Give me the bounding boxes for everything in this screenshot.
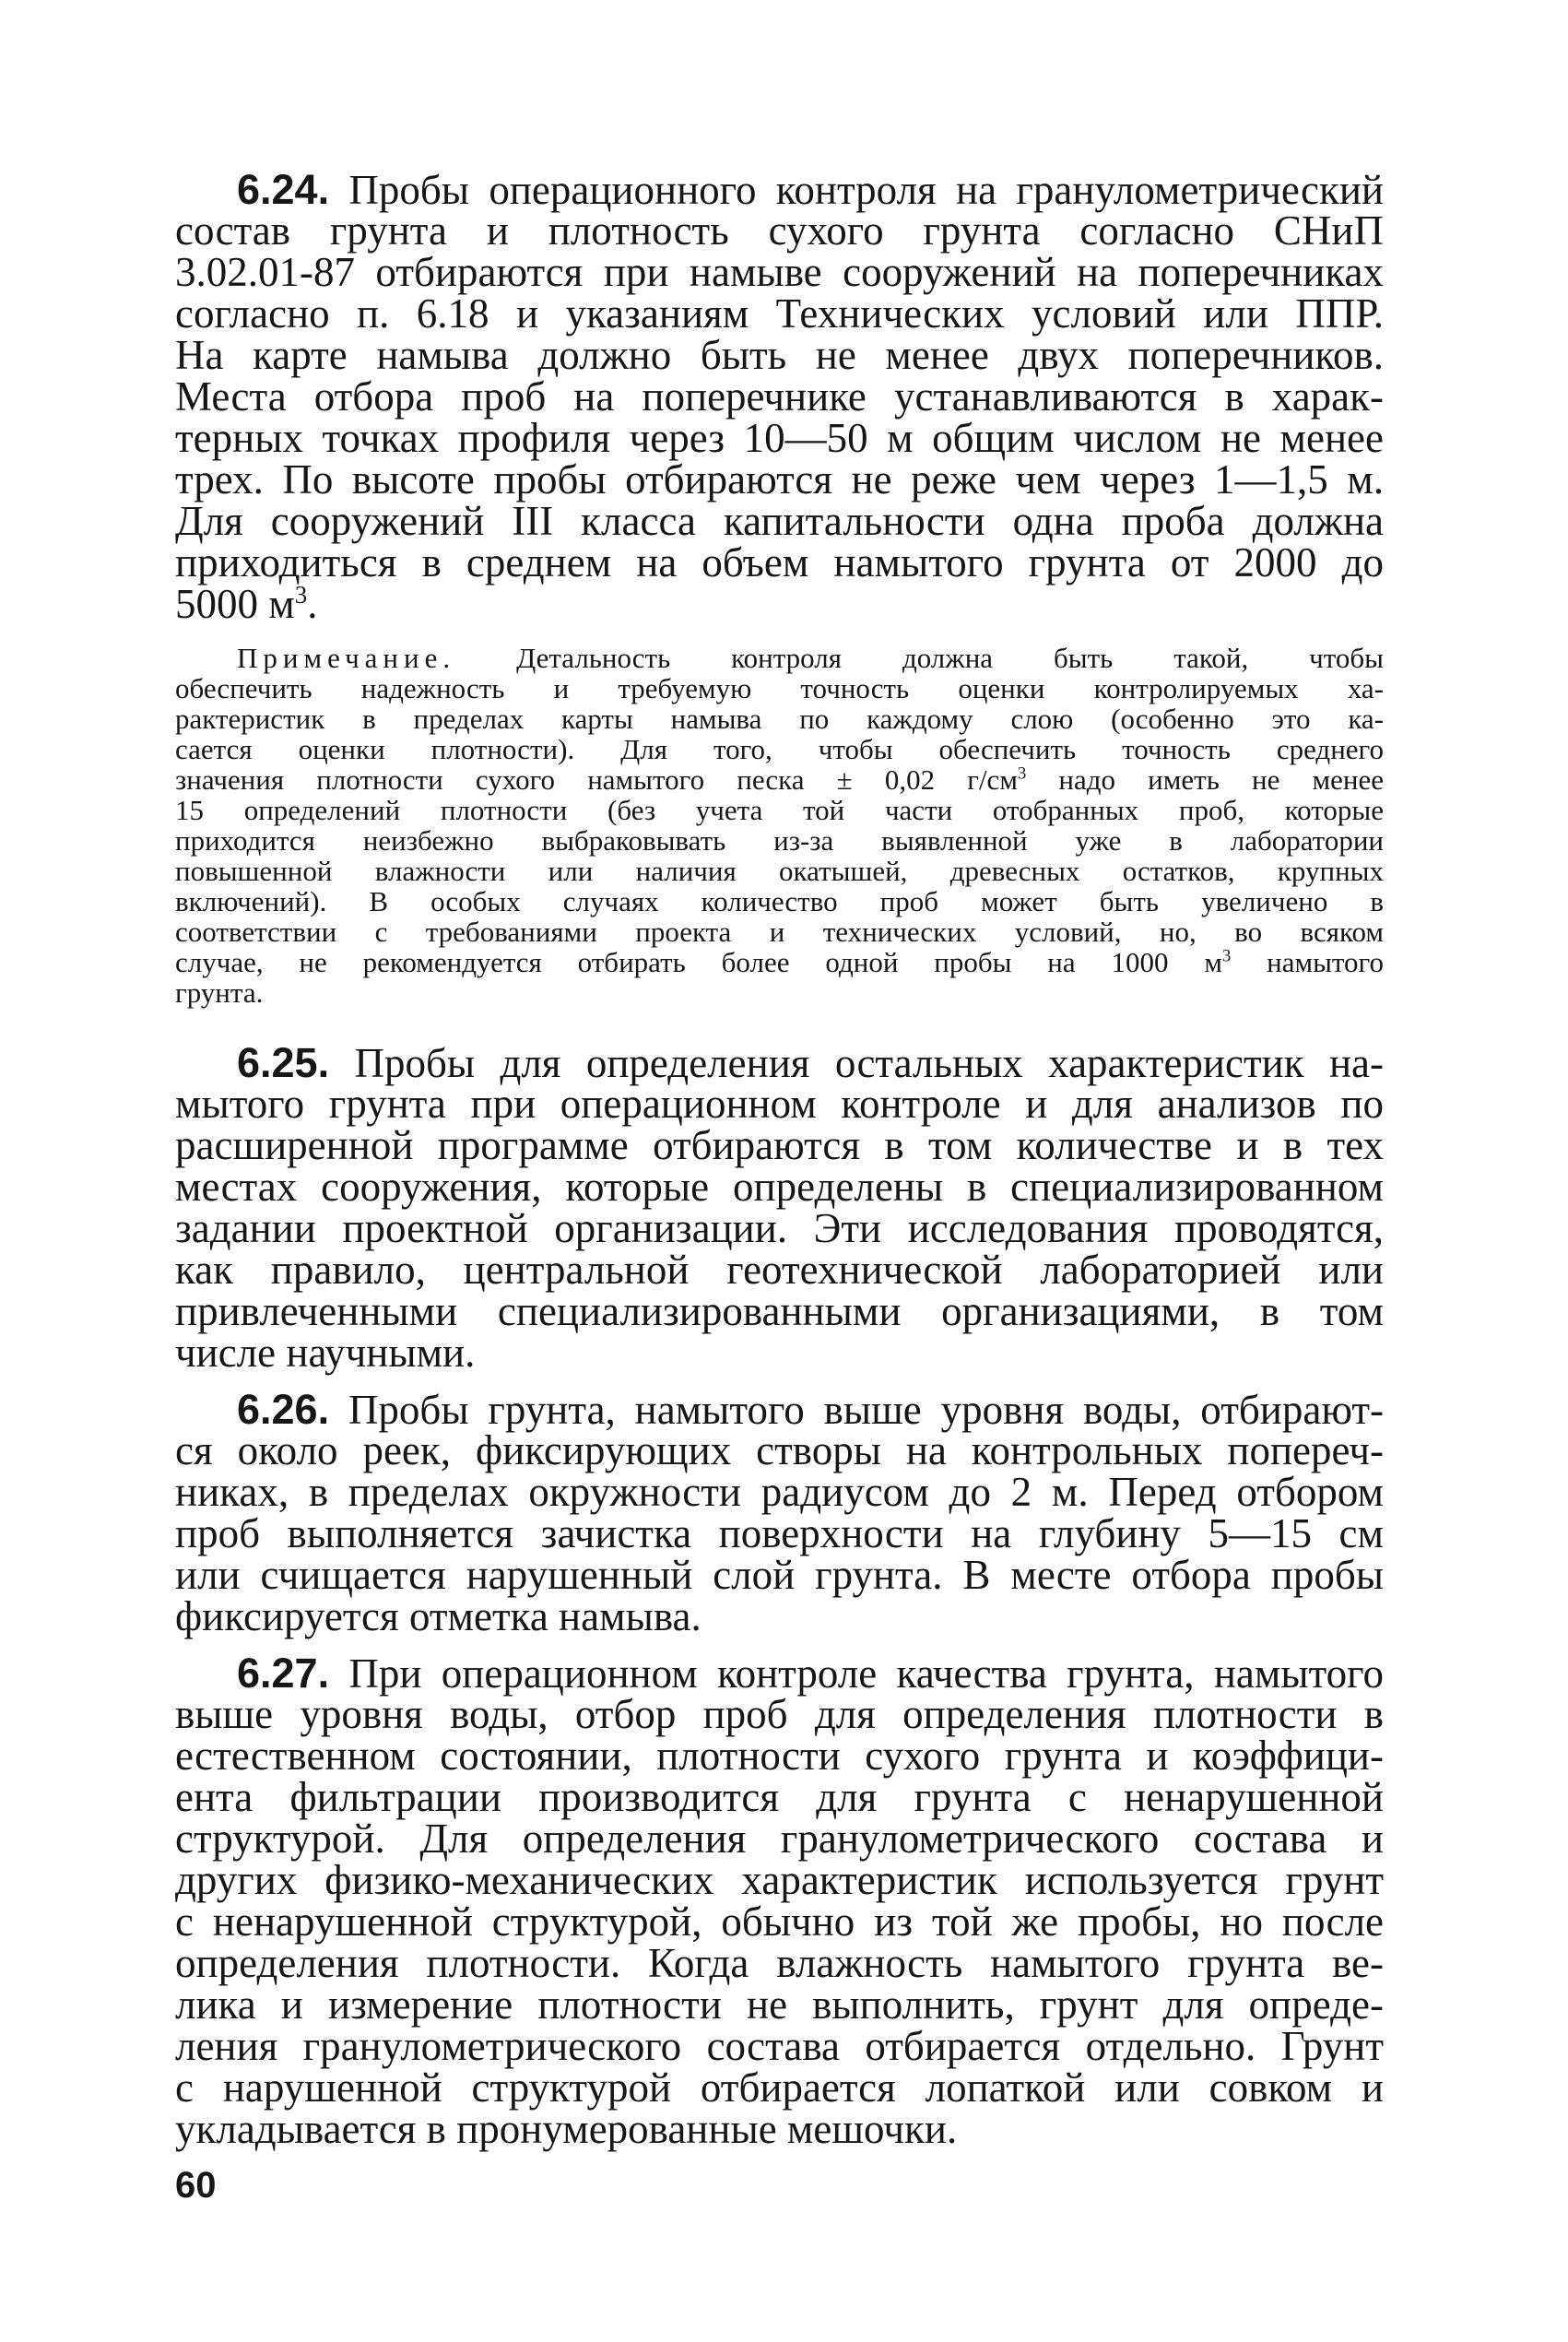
paragraph-line: лика и измерение плотности не выполнить, грунт для опреде- <box>175 1981 1384 2028</box>
paragraph-line: 5000 $м^3$. <box>175 581 318 627</box>
note-line: грунта. <box>175 976 264 1009</box>
paragraph-line: 3.02.01-87 отбираются при намыве сооружений на поперечниках <box>175 249 1384 295</box>
paragraph-line: или счищается нарушенный слой грунта. В месте отбора пробы <box>175 1552 1384 1598</box>
paragraph-line: 6.26. Пробы грунта, намытого выше уровня воды, отбирают- <box>237 1386 1385 1433</box>
paragraph-line: 6.27. При операционном контроле качества грунта, намытого <box>237 1650 1385 1697</box>
paragraph-line: других физико-механических характеристик используется грунт <box>175 1857 1384 1903</box>
note-line: 15 определений плотности (без учета той части отобранных проб, которые <box>175 794 1384 826</box>
note-line: Примечание. Детальность контроля должна быть такой, чтобы <box>237 642 1384 674</box>
paragraph-line: терных точках профиля через 10—50 м общим числом не менее <box>175 415 1384 461</box>
paragraph-line: проб выполняется зачистка поверхности на глубину 5—15 см <box>175 1510 1384 1556</box>
paragraph-line: укладывается в пронумерованные мешочки. <box>175 2106 958 2152</box>
note-line: значения плотности сухого намытого песка ± 0,02 $г/см^3$ надо иметь не менее <box>175 763 1384 796</box>
paragraph-line: На карте намыва должно быть не менее двух поперечников. <box>175 332 1384 378</box>
paragraph-line: Места отбора проб на поперечнике устанавливаются в харак- <box>175 373 1384 420</box>
paragraph-line: ления гранулометрического состава отбирается отдельно. Грунт <box>175 2023 1384 2069</box>
paragraph-line: трех. По высоте пробы отбираются не реже чем через 1—1,5 м. <box>175 456 1384 503</box>
paragraph-line: естественном состоянии, плотности сухого грунта и коэффици- <box>175 1733 1384 1779</box>
paragraph-line: мытого грунта при операционном контроле и для анализов по <box>175 1081 1384 1127</box>
note-line: повышенной влажности или наличия окатышей, древесных остатков, крупных <box>175 855 1384 887</box>
note-line: включений). В особых случаях количество проб может быть увеличено в <box>175 885 1384 917</box>
paragraph-line: числе научными. <box>175 1330 476 1376</box>
paragraph-line: задании проектной организации. Эти исследования проводятся, <box>175 1205 1384 1251</box>
note-line: приходится неизбежно выбраковывать из-за выявленной уже в лаборатории <box>175 824 1384 857</box>
paragraph-number: 6.24. <box>237 166 330 213</box>
paragraph-line: согласно п. 6.18 и указаниям Технических условий или ППР. <box>175 290 1384 337</box>
paragraph-line: определения плотности. Когда влажность намытого грунта ве- <box>175 1940 1384 1986</box>
paragraph-line: никах, в пределах окружности радиусом до 2 м. Перед отбором <box>175 1469 1384 1515</box>
paragraph-number: 6.25. <box>237 1039 330 1086</box>
paragraph-line: привлеченными специализированными организациями, в том <box>175 1288 1384 1334</box>
paragraph-line: ся около реек, фиксирующих створы на контрольных попереч- <box>175 1427 1384 1473</box>
paragraph-line: приходиться в среднем на объем намытого грунта от 2000 до <box>175 539 1384 586</box>
paragraph-line: 6.25. Пробы для определения остальных характеристик на- <box>237 1039 1384 1086</box>
page-number: 60 <box>175 2165 217 2206</box>
paragraph-line: фиксируется отметка намыва. <box>175 1593 701 1639</box>
note-line: соответствии с требованиями проекта и технических условий, но, во всяком <box>175 916 1384 948</box>
note-line: сается оценки плотности). Для того, чтобы обеспечить точность среднего <box>175 733 1384 765</box>
paragraph-number: 6.27. <box>237 1650 330 1697</box>
paragraph-line: ента фильтрации производится для грунта с ненарушенной <box>175 1774 1384 1820</box>
paragraph-line: с нарушенной структурой отбирается лопаткой или совком и <box>175 2064 1384 2111</box>
paragraph-line: состав грунта и плотность сухого грунта согласно СНиП <box>175 207 1384 254</box>
paragraph-line: местах сооружения, которые определены в специализированном <box>175 1164 1384 1210</box>
paragraph-line: Для сооружений III класса капитальности одна проба должна <box>175 498 1384 544</box>
note-line: рактеристик в пределах карты намыва по каждому слою (особенно это ка- <box>175 703 1384 735</box>
paragraph-line: структурой. Для определения гранулометрического состава и <box>175 1816 1384 1862</box>
note-line: обеспечить надежность и требуемую точность оценки контролируемых ха- <box>175 672 1384 704</box>
paragraph-number: 6.26. <box>237 1386 330 1433</box>
paragraph-line: выше уровня воды, отбор проб для определения плотности в <box>175 1691 1384 1737</box>
paragraph-line: как правило, центральной геотехнической лабораторией или <box>175 1247 1384 1293</box>
note-label: Примечание. <box>237 642 456 674</box>
paragraph-line: 6.24. Пробы операционного контроля на гранулометрический <box>237 166 1384 213</box>
paragraph-line: расширенной программе отбираются в том количестве и в тех <box>175 1122 1384 1168</box>
note-line: случае, не рекомендуется отбирать более одной пробы на 1000 $м^3$ намытого <box>175 946 1384 978</box>
paragraph-line: с ненарушенной структурой, обычно из той же пробы, но после <box>175 1898 1384 1945</box>
